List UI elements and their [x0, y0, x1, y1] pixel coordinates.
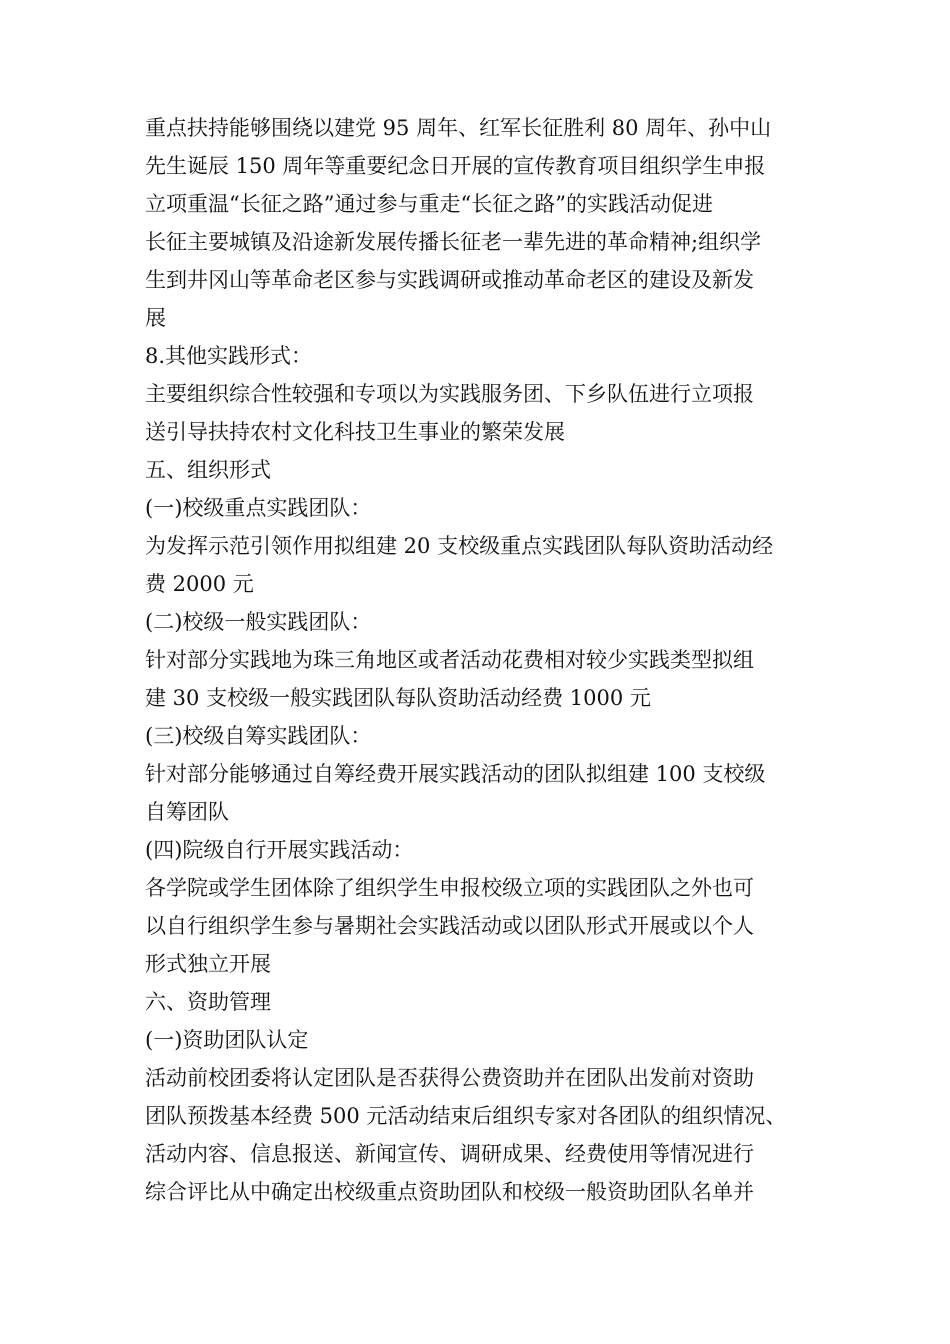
text-line: 建 30 支校级一般实践团队每队资助活动经费 1000 元: [145, 686, 651, 710]
text-line: 针对部分能够通过自筹经费开展实践活动的团队拟组建 100 支校级: [145, 762, 766, 786]
text-line: 送引导扶持农村文化科技卫生事业的繁荣发展: [145, 420, 565, 444]
text-line: 展: [145, 306, 166, 330]
subsection-heading: (三)校级自筹实践团队：: [145, 724, 372, 748]
document-body: [145, 109, 810, 1211]
text-line: 费 2000 元: [145, 572, 254, 596]
text-line: 先生诞辰 150 周年等重要纪念日开展的宣传教育项目组织学生申报: [145, 154, 766, 178]
text-line: 长征主要城镇及沿途新发展传播长征老一辈先进的革命精神;组织学: [145, 230, 762, 254]
text-line: 活动前校团委将认定团队是否获得公费资助并在团队出发前对资助: [145, 1066, 754, 1090]
text-line: 立项重温“长征之路”通过参与重走“长征之路”的实践活动促进: [145, 192, 713, 216]
text-line: 重点扶持能够围绕以建党 95 周年、红军长征胜利 80 周年、孙中山: [145, 116, 772, 140]
subsection-heading: (二)校级一般实践团队：: [145, 610, 372, 634]
text-line: 自筹团队: [145, 800, 229, 824]
text-line: 针对部分实践地为珠三角地区或者活动花费相对较少实践类型拟组: [145, 648, 754, 672]
subsection-heading: (四)院级自行开展实践活动：: [145, 838, 414, 862]
section-heading: 五、组织形式: [145, 458, 271, 482]
text-line: 形式独立开展: [145, 952, 271, 976]
text-line: 团队预拨基本经费 500 元活动结束后组织专家对各团队的组织情况、: [145, 1104, 787, 1128]
text-line: 生到井冈山等革命老区参与实践调研或推动革命老区的建设及新发: [145, 268, 754, 292]
text-line: 活动内容、信息报送、新闻宣传、调研成果、经费使用等情况进行: [145, 1142, 754, 1166]
text-line: 主要组织综合性较强和专项以为实践服务团、下乡队伍进行立项报: [145, 382, 754, 406]
section-heading: 六、资助管理: [145, 990, 271, 1014]
subsection-heading: (一)校级重点实践团队：: [145, 496, 372, 520]
text-line: 综合评比从中确定出校级重点资助团队和校级一般资助团队名单并: [145, 1180, 754, 1204]
text-line: 以自行组织学生参与暑期社会实践活动或以团队形式开展或以个人: [145, 914, 754, 938]
subsection-heading: (一)资助团队认定: [145, 1028, 309, 1052]
text-line: 为发挥示范引领作用拟组建 20 支校级重点实践团队每队资助活动经: [145, 534, 774, 558]
text-line: 各学院或学生团体除了组织学生申报校级立项的实践团队之外也可: [145, 876, 754, 900]
section-heading: 8.其他实践形式：: [145, 344, 313, 368]
